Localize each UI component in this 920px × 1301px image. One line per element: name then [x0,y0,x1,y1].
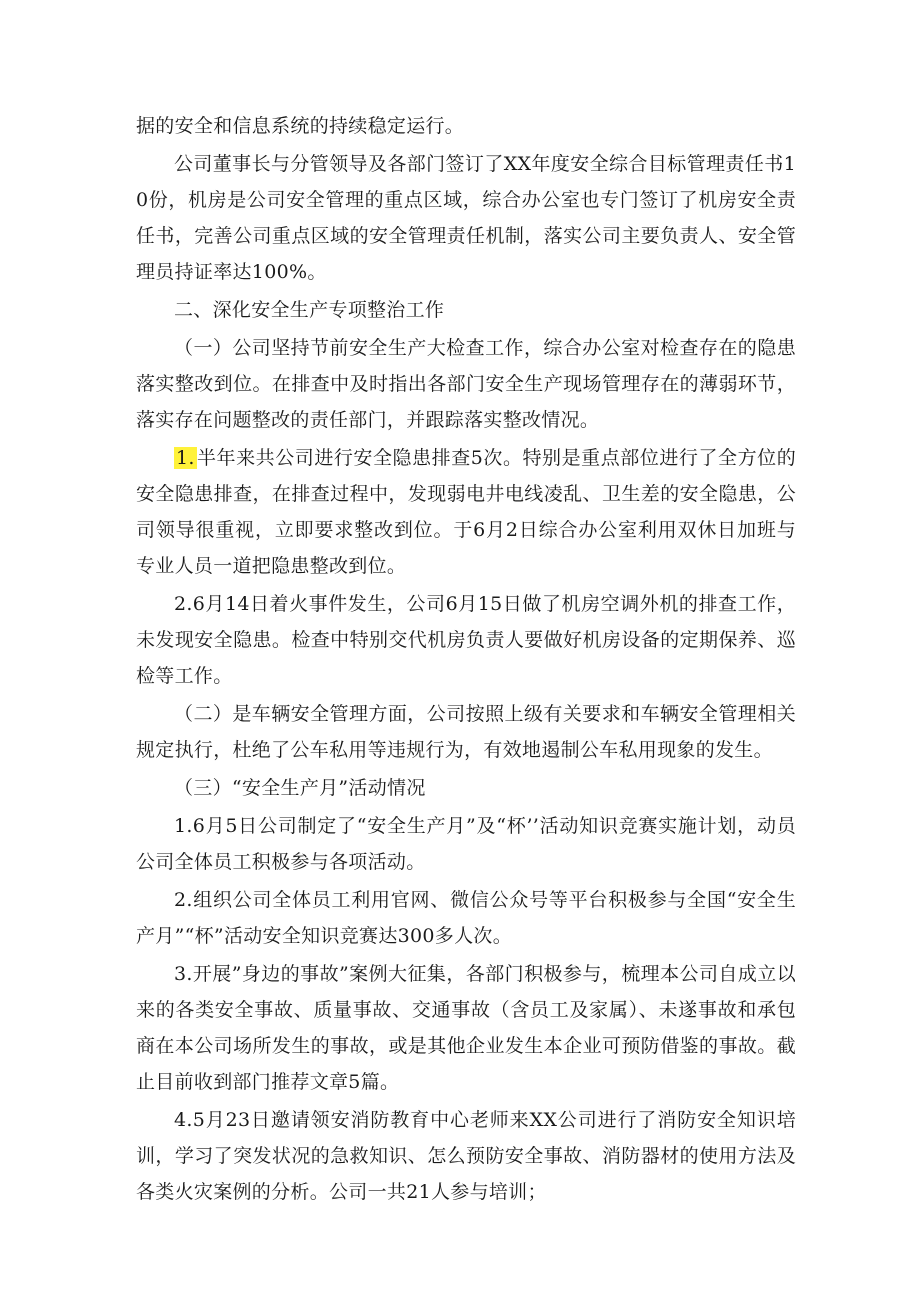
paragraph-activity-2: 2.组织公司全体员工利用官网、微信公众号等平台积极参与全国“安全生产月”“杯”活动安全知识竞赛达300多人次。 [136,889,796,947]
paragraph-activity-1: 1.6月5日公司制定了“安全生产月”及“杯’’活动知识竞赛实施计划，动员公司全体员工积极参与各项活动。 [136,815,796,873]
paragraph-activity-3: 3.开展”身边的事故”案例大征集，各部门积极参与，梳理本公司自成立以来的各类安全事故、质量事故、交通事故（含员工及家属）、未遂事故和承包商在本公司场所发生的事故，或是其他企业发生本企业可预防借鉴的事故。截止目前收到部门推荐文章5篇。 [136,963,796,1093]
paragraph-subsection-1: （一）公司坚持节前安全生产大检查工作，综合办公室对检查存在的隐患落实整改到位。在排查中及时指出各部门安全生产现场管理存在的薄弱环节，落实存在问题整改的责任部门，并跟踪落实整改情况。 [136,337,796,431]
paragraph-item-2: 2.6月14日着火事件发生，公司6月15日做了机房空调外机的排查工作，未发现安全隐患。检查中特别交代机房负责人要做好机房设备的定期保养、巡检等工作。 [136,593,796,687]
section-heading-2: 二、深化安全生产专项整治工作 [174,299,445,321]
paragraph-subsection-3: （三）“安全生产月”活动情况 [174,777,426,799]
paragraph-responsibility: 公司董事长与分管领导及各部门签订了XX年度安全综合目标管理责任书10份，机房是公司安全管理的重点区域，综合办公室也专门签订了机房安全责任书，完善公司重点区域的安全管理责任机制，落实公司主要负责人、安全管理员持证率达100%。 [136,153,796,283]
paragraph-item-1-text: 半年来共公司进行安全隐患排查5次。特别是重点部位进行了全方位的安全隐患排查，在排查过程中，发现弱电井电线凌乱、卫生差的安全隐患，公司领导很重视，立即要求整改到位。于6月2日综合办公室利用双休日加班与专业人员一道把隐患整改到位。 [136,447,796,577]
paragraph-subsection-2: （二）是车辆安全管理方面，公司按照上级有关要求和车辆安全管理相关规定执行，杜绝了公车私用等违规行为，有效地遏制公车私用现象的发生。 [136,703,796,761]
document-body [136,108,796,1210]
highlighted-marker: 1. [176,447,195,469]
paragraph-activity-4: 4.5月23日邀请领安消防教育中心老师来XX公司进行了消防安全知识培训，学习了突发状况的急救知识、怎么预防安全事故、消防器材的使用方法及各类火灾案例的分析。公司一共21人参与培训； [136,1109,796,1203]
paragraph-item-1 [136,440,796,584]
paragraph-continued: 据的安全和信息系统的持续稳定运行。 [136,115,465,137]
